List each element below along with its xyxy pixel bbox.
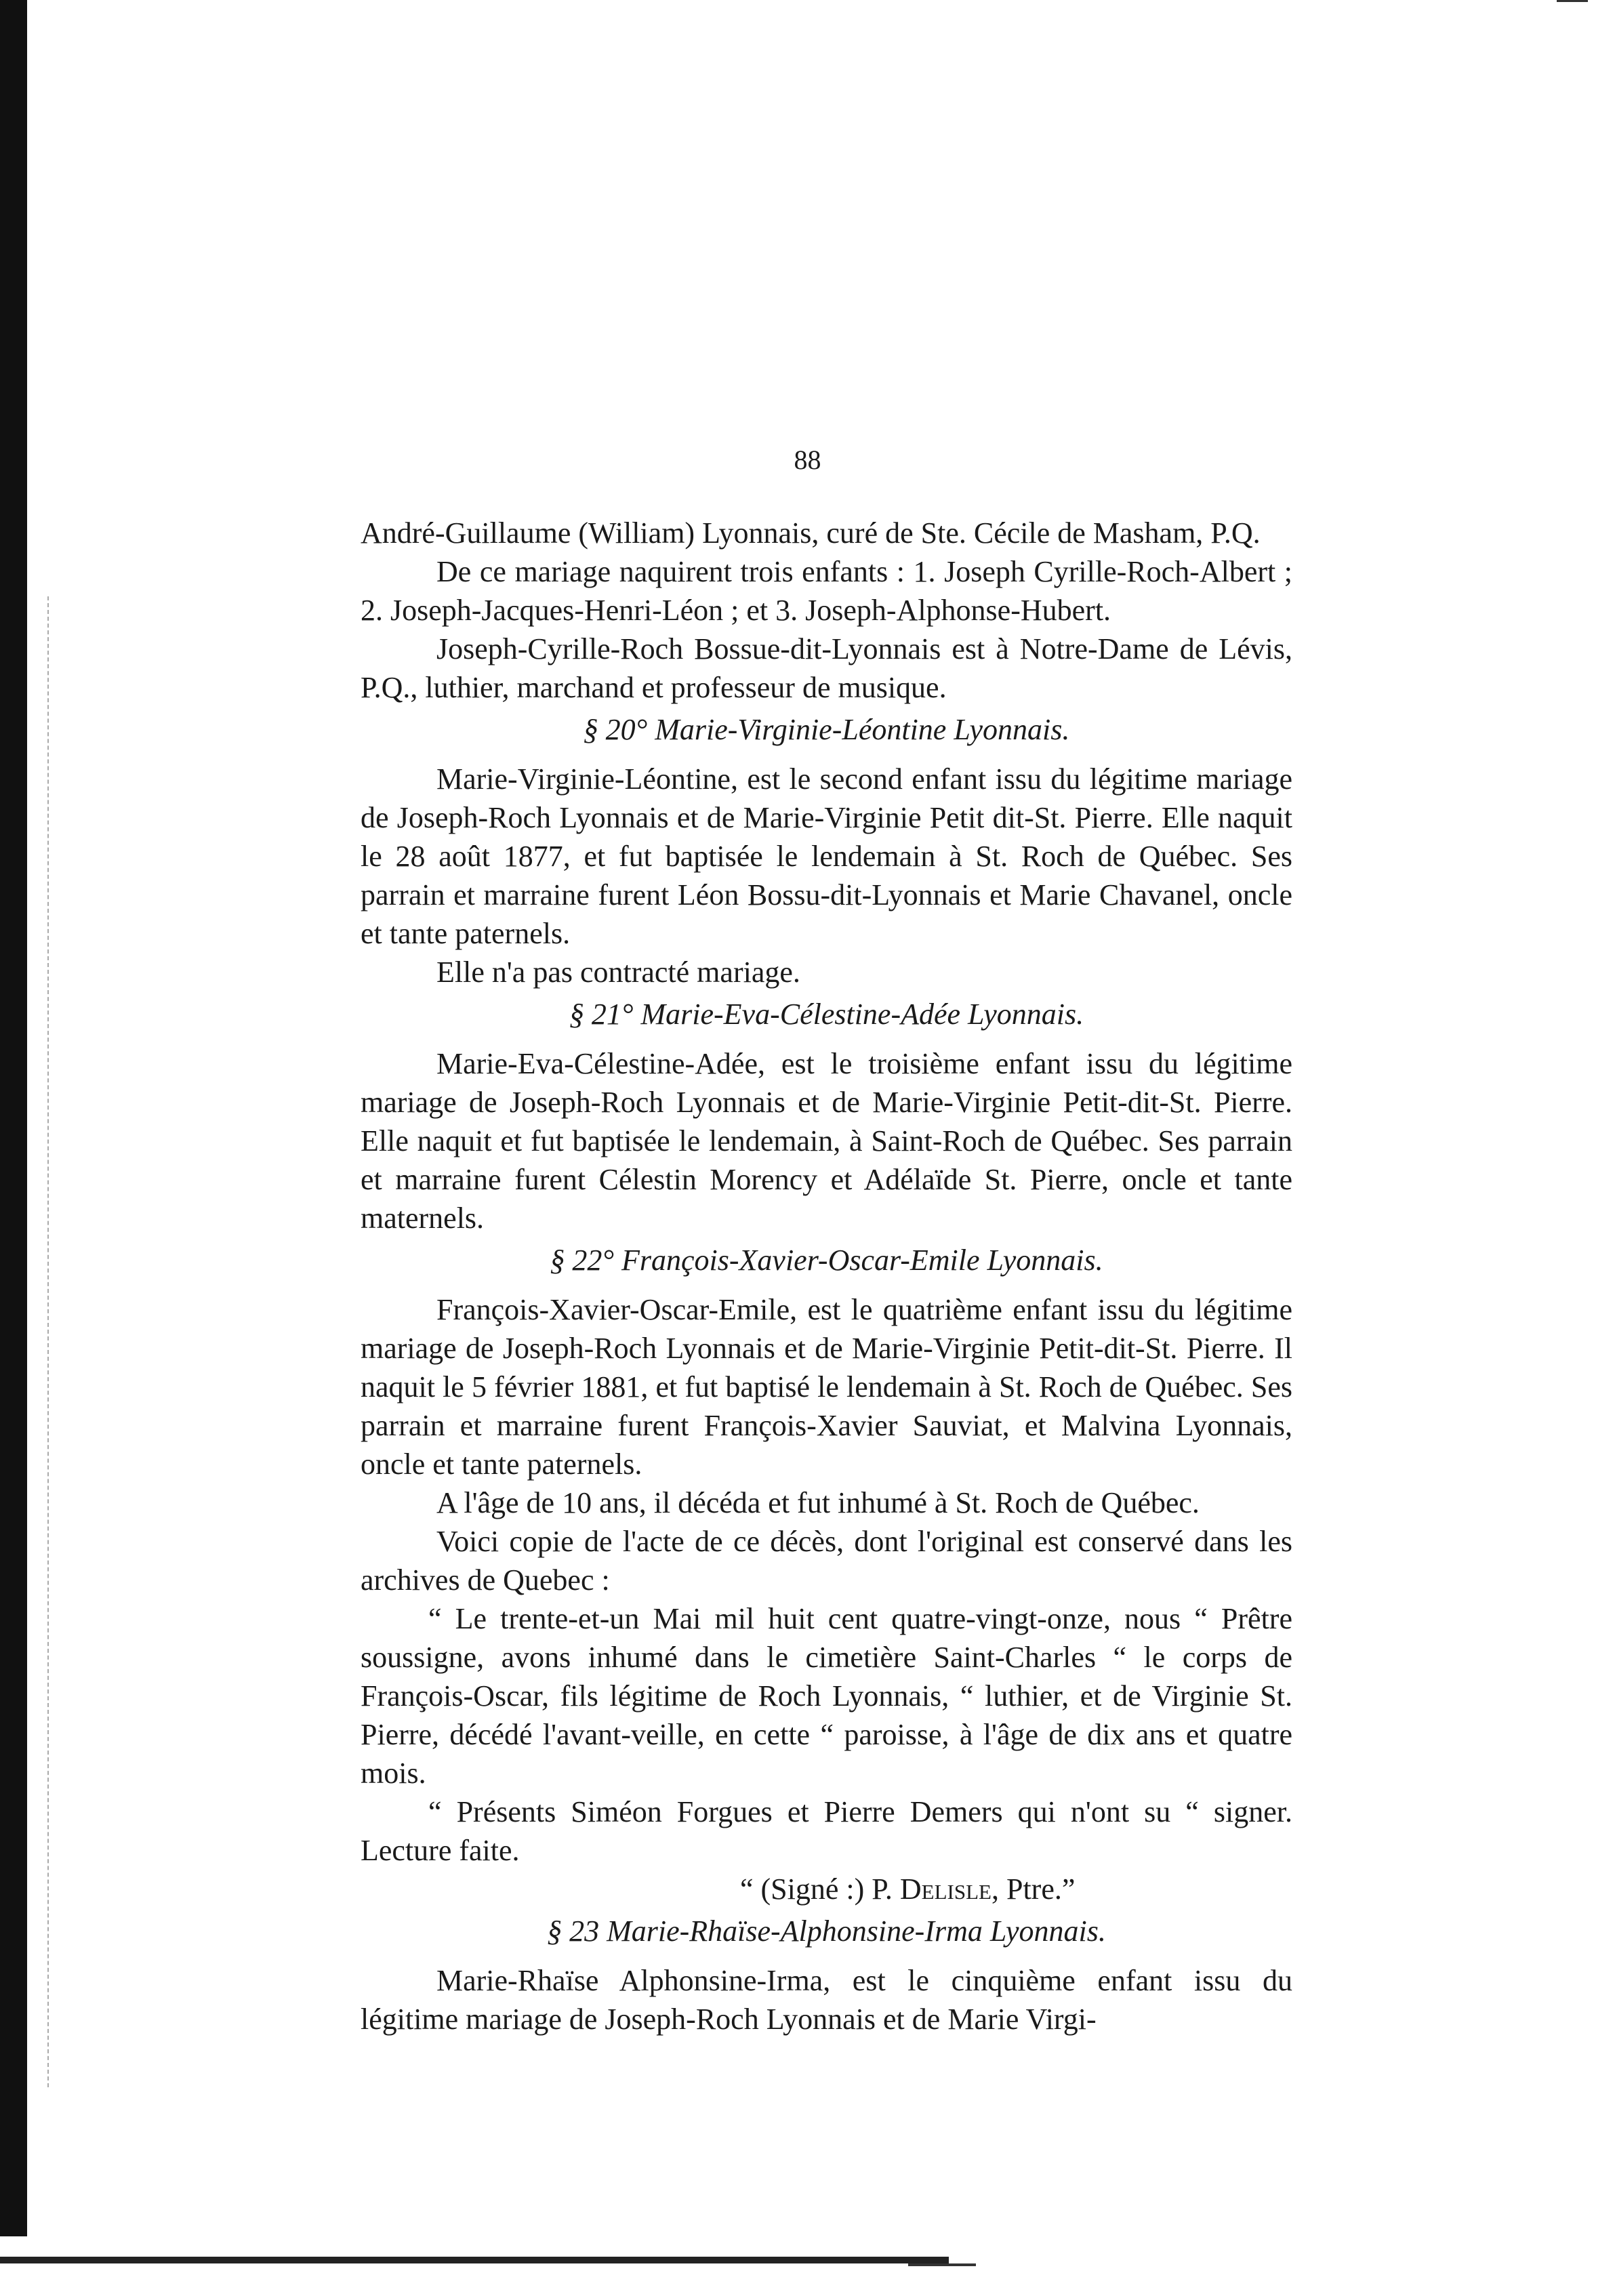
quote-burial-act: “ Le trente-et-un Mai mil huit cent quatre-vingt-onze, nous “ Prêtre soussigne, avons inhumé dans le cimetière Saint-Charles “ le corps de François-Oscar, fils légitime de Roch Lyonnais, “ luthier, et de Virginie St. Pierre, décédé l'avant-veille, en cette “ paroisse, à l'âge de dix ans et quatre mois.: [361, 1602, 1292, 1790]
paragraph-continued: André-Guillaume (William) Lyonnais, curé de Ste. Cécile de Masham, P.Q.: [361, 516, 1261, 550]
section-heading-20: § 20° Marie-Virginie-Léontine Lyonnais.: [583, 713, 1070, 746]
paragraph-not-married: Elle n'a pas contracté mariage.: [436, 956, 800, 989]
scan-bottom-mark: [908, 2263, 976, 2266]
paragraph-joseph-cyrille: Joseph-Cyrille-Roch Bossue-dit-Lyonnais est à Notre-Dame de Lévis, P.Q., luthier, marchand et professeur de musique.: [361, 632, 1292, 704]
signature-prefix: “ (Signé :) P.: [740, 1872, 900, 1906]
section-heading-21: § 21° Marie-Eva-Célestine-Adée Lyonnais.: [569, 998, 1084, 1031]
section-heading-22: § 22° François-Xavier-Oscar-Emile Lyonnais.: [550, 1244, 1103, 1277]
paragraph-copy-intro: Voici copie de l'acte de ce décès, dont l'original est conservé dans les archives de Quebec :: [361, 1525, 1292, 1597]
scan-margin-speckle: [47, 596, 69, 2087]
page-body: [361, 514, 1292, 2038]
paragraph-marie-eva: Marie-Eva-Célestine-Adée, est le troisième enfant issu du légitime mariage de Joseph-Roch Lyonnais et de Marie-Virginie Petit-dit-St. Pierre. Elle naquit et fut baptisée le lendemain, à Saint-Roch de Québec. Ses parrain et marraine furent Célestin Morency et Adélaïde St. Pierre, oncle et tante maternels.: [361, 1047, 1292, 1235]
quote-signature: [361, 1870, 1292, 1908]
paragraph-francois-xavier: François-Xavier-Oscar-Emile, est le quatrième enfant issu du légitime mariage de Joseph-Roch Lyonnais et de Marie-Virginie Petit-dit-St. Pierre. Il naquit le 5 février 1881, et fut baptisé le lendemain à St. Roch de Québec. Ses parrain et marraine furent François-Xavier Sauviat, et Malvina Lyonnais, oncle et tante paternels.: [361, 1293, 1292, 1481]
scan-bottom-border: [0, 2257, 949, 2263]
signature-name: Delisle: [899, 1872, 992, 1906]
scan-top-mark: [1557, 0, 1588, 2]
section-heading-23: § 23 Marie-Rhaïse-Alphonsine-Irma Lyonnais.: [547, 1914, 1106, 1948]
paragraph-children: De ce mariage naquirent trois enfants : 1. Joseph Cyrille-Roch-Albert ; 2. Joseph-Jacques-Henri-Léon ; et 3. Joseph-Alphonse-Hubert.: [361, 555, 1292, 627]
paragraph-marie-virginie: Marie-Virginie-Léontine, est le second enfant issu du légitime mariage de Joseph-Roch Lyonnais et de Marie-Virginie Petit dit-St. Pierre. Elle naquit le 28 août 1877, et fut baptisée le lendemain à St. Roch de Québec. Ses parrain et marraine furent Léon Bossu-dit-Lyonnais et Marie Chavanel, oncle et tante paternels.: [361, 762, 1292, 950]
paragraph-death: A l'âge de 10 ans, il décéda et fut inhumé à St. Roch de Québec.: [436, 1486, 1200, 1519]
paragraph-marie-rhaise: Marie-Rhaïse Alphonsine-Irma, est le cinquième enfant issu du légitime mariage de Joseph-Roch Lyonnais et de Marie Virgi-: [361, 1964, 1292, 2036]
scan-left-border: [0, 0, 27, 2236]
page-number: 88: [794, 445, 821, 475]
quote-witnesses: “ Présents Siméon Forgues et Pierre Demers qui n'ont su “ signer. Lecture faite.: [361, 1795, 1292, 1867]
signature-suffix: , Ptre.”: [991, 1872, 1076, 1906]
